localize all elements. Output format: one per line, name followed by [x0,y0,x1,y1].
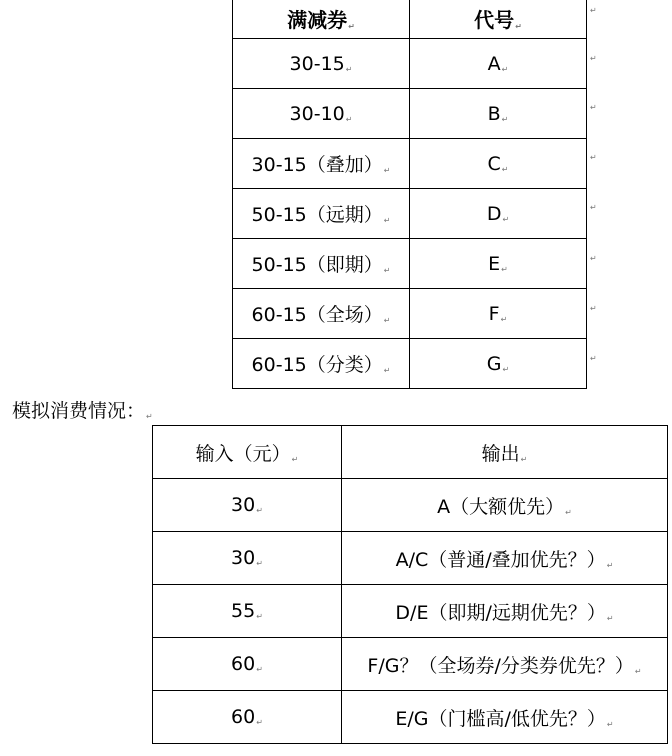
coupon-cell: 60-15（全场）↵ [233,289,410,339]
paragraph-mark: ↵ [383,316,391,325]
row-end-mark: ↵ [590,304,597,313]
paragraph-mark: ↵ [146,412,153,421]
paragraph-mark: ↵ [256,612,263,621]
output-cell: A/C（普通/叠加优先？）↵ [342,532,668,585]
paragraph-mark: ↵ [515,22,522,31]
input-cell: 30↵ [153,532,342,585]
paragraph-mark: ↵ [501,264,508,274]
table-row [153,638,668,691]
input-cell: 60↵ [153,691,342,744]
header-cell-code: 代号↵ [410,0,587,39]
code-cell: C↵ [410,139,587,189]
paragraph-mark: ↵ [345,114,353,124]
paragraph-mark: ↵ [291,454,299,464]
paragraph-mark: ↵ [501,114,509,124]
header-cell-output: 输出↵ [342,426,668,479]
paragraph-mark: ↵ [502,364,510,374]
coupon-cell: 30-15（叠加）↵ [233,139,410,189]
section-label: 模拟消费情况：↵ [12,400,153,422]
paragraph-mark: ↵ [501,164,509,174]
table-row [153,585,668,638]
row-end-mark: ↵ [590,254,597,263]
coupon-cell: 50-15（远期）↵ [233,189,410,239]
table-row [233,189,587,239]
row-end-mark: ↵ [590,54,597,63]
input-cell: 60↵ [153,638,342,691]
paragraph-mark: ↵ [345,64,353,74]
paragraph-mark: ↵ [383,216,391,225]
paragraph-mark: ↵ [256,665,263,674]
output-cell: D/E（即期/远期优先？）↵ [342,585,668,638]
table-header-row [153,426,668,479]
table-row [233,239,587,289]
table-row [233,289,587,339]
row-end-mark: ↵ [590,354,597,363]
paragraph-mark: ↵ [606,613,614,623]
input-cell: 55↵ [153,585,342,638]
output-cell: A（大额优先）↵ [342,479,668,532]
coupon-cell: 50-15（即期）↵ [233,239,410,289]
coupon-cell: 30-15↵ [233,39,410,89]
row-end-mark: ↵ [590,6,597,15]
table-row [233,39,587,89]
table-row [153,479,668,532]
row-end-mark: ↵ [590,153,597,162]
header-cell-input: 输入（元）↵ [153,426,342,479]
code-cell: A↵ [410,39,587,89]
code-cell: B↵ [410,89,587,139]
table-row [153,532,668,585]
paragraph-mark: ↵ [606,719,614,729]
paragraph-mark: ↵ [501,64,509,74]
code-cell: E↵ [410,239,587,289]
paragraph-mark: ↵ [500,314,508,324]
paragraph-mark: ↵ [520,454,528,464]
paragraph-mark: ↵ [256,718,263,727]
paragraph-mark: ↵ [383,366,391,375]
paragraph-mark: ↵ [256,559,263,568]
table-row [233,89,587,139]
paragraph-mark: ↵ [502,214,510,224]
paragraph-mark: ↵ [565,507,572,517]
table-header-row [233,0,587,39]
coupon-cell: 60-15（分类）↵ [233,339,410,389]
output-cell: F/G？（全场券/分类券优先？）↵ [342,638,668,691]
input-cell: 30↵ [153,479,342,532]
coupon-code-table [232,0,587,389]
paragraph-mark: ↵ [634,666,642,676]
table-row [233,139,587,189]
paragraph-mark: ↵ [606,560,614,570]
paragraph-mark: ↵ [383,266,391,275]
row-end-mark: ↵ [590,103,597,112]
code-cell: G↵ [410,339,587,389]
coupon-cell: 30-10↵ [233,89,410,139]
paragraph-mark: ↵ [383,166,391,175]
paragraph-mark: ↵ [256,506,263,515]
code-cell: F↵ [410,289,587,339]
row-end-mark: ↵ [590,203,597,212]
paragraph-mark: ↵ [348,22,355,31]
header-cell-coupon: 满减券↵ [233,0,410,39]
output-cell: E/G（门槛高/低优先？）↵ [342,691,668,744]
table-row [233,339,587,389]
simulation-table [152,425,668,744]
code-cell: D↵ [410,189,587,239]
table-row [153,691,668,744]
